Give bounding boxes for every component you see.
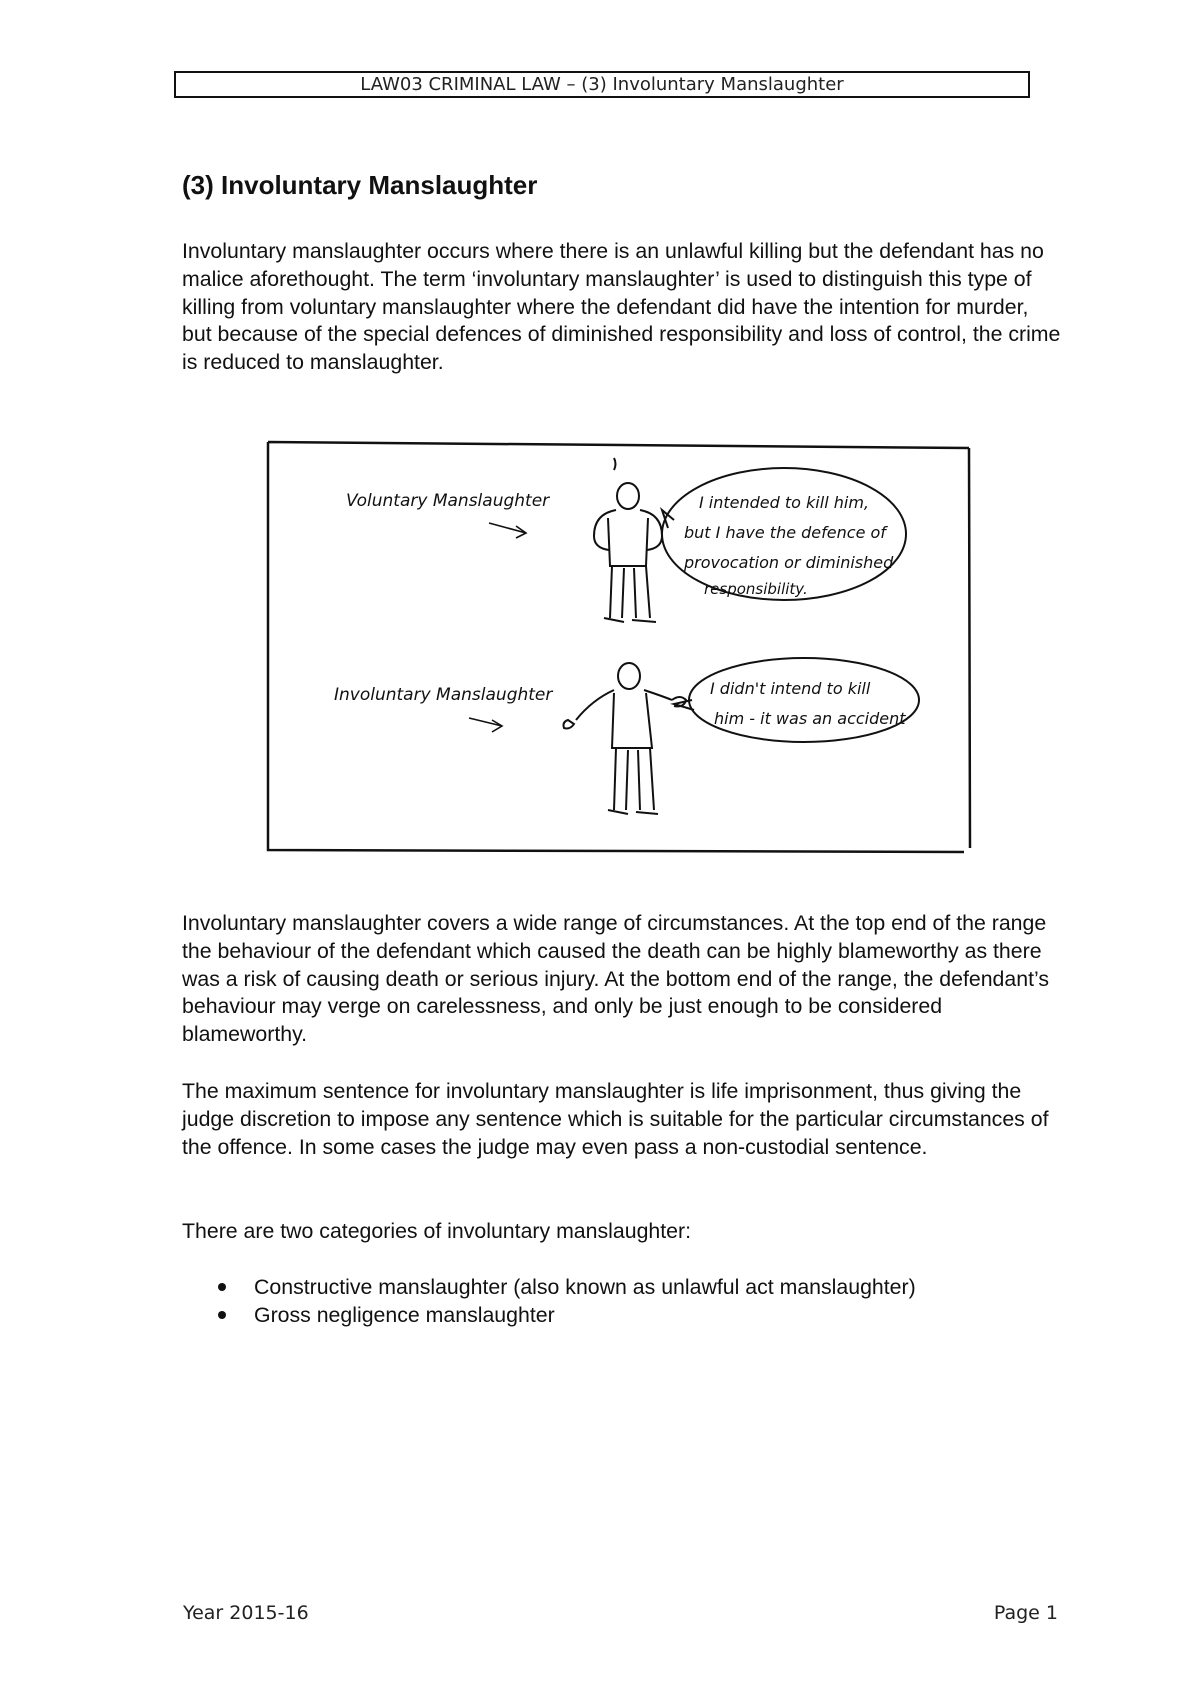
categories-intro: There are two categories of involuntary manslaughter: (182, 1219, 692, 1243)
manslaughter-sketch (264, 438, 974, 858)
bullet-icon (218, 1311, 226, 1319)
speech-top-line-4: responsibility. (704, 580, 808, 598)
footer-year: Year 2015-16 (183, 1602, 309, 1624)
list-item-text: Constructive manslaughter (also known as unlawful act manslaughter) (254, 1275, 916, 1299)
label-involuntary: Involuntary Manslaughter (334, 685, 553, 705)
categories-list (182, 1273, 916, 1329)
speech-bottom-line-2: him - it was an accident (714, 709, 906, 728)
figure-involuntary-icon (564, 663, 687, 814)
label-voluntary: Voluntary Manslaughter (346, 491, 550, 511)
sentence-paragraph: The maximum sentence for involuntary manslaughter is life imprisonment, thus giving the judge discretion to impose any sentence which is suitable for the particular circumstances of the offence. In some cases the judge may even pass a non-custodial sentence. (182, 1079, 1049, 1159)
speech-top-line-1: I intended to kill him, (699, 493, 869, 512)
list-item (182, 1301, 916, 1329)
list-item (182, 1273, 916, 1301)
speech-bottom-line-1: I didn't intend to kill (710, 679, 871, 698)
figure-voluntary-icon (594, 458, 662, 622)
running-header: LAW03 CRIMINAL LAW – (3) Involuntary Manslaughter (174, 71, 1030, 98)
intro-paragraph: Involuntary manslaughter occurs where there is an unlawful killing but the defendant has no malice aforethought. The term ‘involuntary manslaughter’ is used to distinguish this type of killing from voluntary manslaughter where the defendant did have the intention for murder, but because of the special defences of diminished responsibility and loss of control, the crime is reduced to manslaughter. (182, 239, 1061, 375)
page-title: (3) Involuntary Manslaughter (182, 170, 538, 200)
bullet-icon (218, 1283, 226, 1291)
list-item-text: Gross negligence manslaughter (254, 1303, 555, 1327)
speech-top-line-2: but I have the defence of (684, 523, 886, 542)
speech-top-line-3: provocation or diminished (684, 553, 894, 572)
footer-page-number: Page 1 (993, 1602, 1058, 1624)
range-paragraph: Involuntary manslaughter covers a wide range of circumstances. At the top end of the range the behaviour of the defendant which caused the death can be highly blameworthy as there was a risk of causing death or serious injury. At the bottom end of the range, the defendant’s behaviour may verge on carelessness, and only be just enough to be considered blameworthy. (182, 911, 1049, 1047)
